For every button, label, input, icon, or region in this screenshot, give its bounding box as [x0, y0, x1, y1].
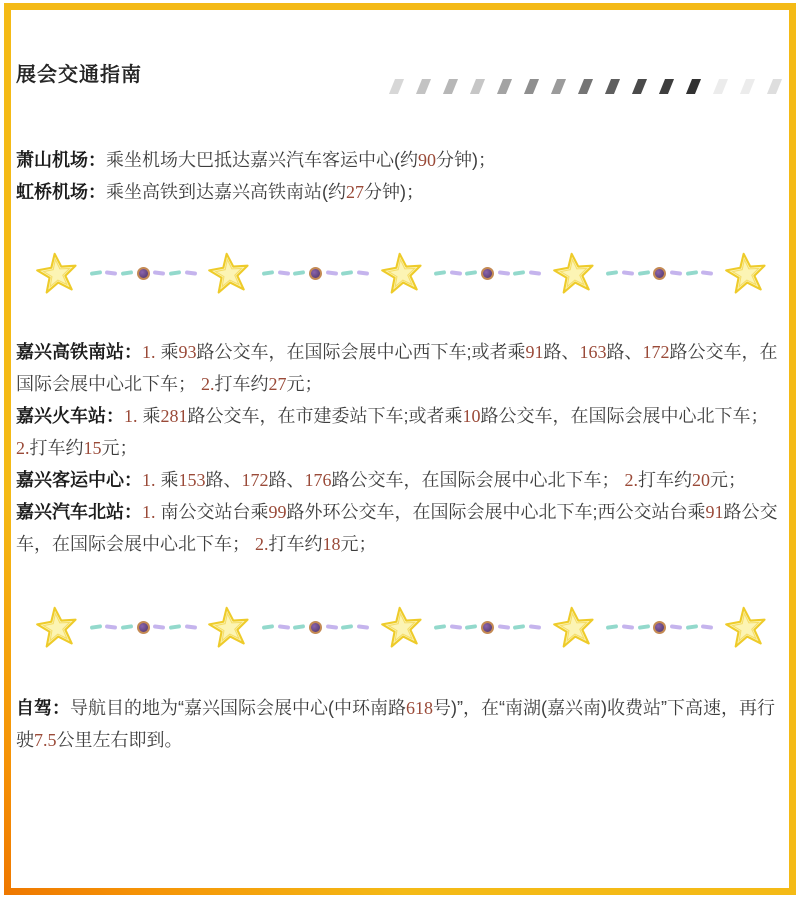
dash-mark — [262, 270, 274, 276]
station-paragraph — [16, 496, 783, 560]
dashed-line-segment — [250, 267, 380, 280]
strip-slab — [551, 79, 566, 94]
star-icon — [381, 606, 423, 648]
strip-slab — [578, 79, 593, 94]
dash-mark — [105, 624, 117, 629]
station-route-text: 1. 乘93路公交车，在国际会展中心西下车;或者乘91路、163路、172路公交车，在国际会展中心北下车； 2.打车约27元； — [16, 342, 778, 394]
route-number: 91 — [705, 502, 724, 522]
star-icon — [208, 606, 250, 648]
guide-content — [16, 144, 783, 756]
title-row — [16, 62, 783, 88]
airport-route-text: 乘坐机场大巴抵达嘉兴汽车客运中心(约90分钟)； — [106, 150, 496, 170]
dash-mark — [450, 624, 462, 629]
airport-name-label: 萧山机场： — [16, 150, 106, 170]
route-number: 27 — [346, 182, 364, 202]
parallelogram-strip-decoration — [392, 79, 779, 94]
route-number: 1. — [142, 342, 156, 362]
station-paragraph — [16, 464, 783, 496]
station-route-text: 1. 南公交站台乘99路外环公交车，在国际会展中心北下车;西公交站台乘91路公交车，在国际会展中心北下车； 2.打车约18元； — [16, 502, 778, 554]
dash-mark — [169, 270, 181, 276]
dash-mark — [670, 270, 682, 275]
star-icon — [36, 606, 78, 648]
strip-slab — [605, 79, 620, 94]
dash-mark — [685, 270, 697, 276]
dash-mark — [105, 270, 117, 275]
dash-mark — [701, 270, 713, 275]
dash-mark — [670, 624, 682, 629]
dash-mark — [357, 624, 369, 629]
route-number: 176 — [304, 470, 332, 490]
dash-mark — [434, 624, 446, 630]
star-icon — [725, 252, 767, 294]
route-number: 281 — [160, 406, 188, 426]
bead-dot — [137, 621, 150, 634]
dash-mark — [606, 270, 618, 276]
dashed-line-segment — [423, 267, 553, 280]
star-icon — [553, 252, 595, 294]
route-number: 27 — [268, 374, 287, 394]
dash-mark — [513, 624, 525, 630]
strip-slab — [659, 79, 674, 94]
traffic-guide-page — [11, 10, 789, 888]
airport-route-text: 乘坐高铁到达嘉兴高铁南站(约27分钟)； — [106, 182, 424, 202]
gradient-border-frame — [4, 3, 796, 895]
station-name-label: 嘉兴客运中心： — [16, 470, 142, 490]
star-icon — [381, 252, 423, 294]
driving-route-text: 导航目的地为“嘉兴国际会展中心(中环南路618号)”，在“南湖(嘉兴南)收费站”下高速，再行驶7.5公里左右即到。 — [16, 698, 775, 750]
bead-dot — [309, 621, 322, 634]
dash-mark — [465, 624, 477, 630]
dash-mark — [325, 270, 337, 275]
strip-slab — [443, 79, 458, 94]
dash-mark — [277, 270, 289, 275]
bead-dot — [481, 267, 494, 280]
strip-slab — [740, 79, 755, 94]
dash-mark — [153, 270, 165, 275]
station-name-label: 嘉兴火车站： — [16, 406, 124, 426]
station-name-label: 嘉兴汽车北站： — [16, 502, 142, 522]
dash-mark — [622, 270, 634, 275]
route-number: 2. — [16, 438, 30, 458]
route-number: 163 — [579, 342, 607, 362]
star-divider-decoration — [36, 604, 767, 650]
airport-line — [16, 176, 783, 208]
strip-slab — [416, 79, 431, 94]
bead-dot — [653, 621, 666, 634]
driving-label: 自驾： — [16, 698, 70, 718]
route-number: 618 — [406, 698, 433, 718]
bead-dot — [309, 267, 322, 280]
dash-mark — [513, 270, 525, 276]
route-number: 99 — [268, 502, 287, 522]
dash-mark — [434, 270, 446, 276]
route-number: 18 — [322, 534, 341, 554]
station-route-text: 1. 乘281路公交车，在市建委站下车;或者乘10路公交车，在国际会展中心北下车； 2.打车约15元； — [16, 406, 769, 458]
dash-mark — [169, 624, 181, 630]
dash-mark — [529, 270, 541, 275]
star-icon — [36, 252, 78, 294]
strip-slab — [497, 79, 512, 94]
station-paragraph — [16, 400, 783, 464]
dash-mark — [262, 624, 274, 630]
dash-mark — [637, 270, 649, 276]
dash-mark — [357, 270, 369, 275]
dash-mark — [184, 270, 196, 275]
dash-mark — [498, 270, 510, 275]
strip-slab — [713, 79, 728, 94]
route-number: 10 — [462, 406, 481, 426]
route-number: 20 — [692, 470, 711, 490]
bead-dot — [481, 621, 494, 634]
dash-mark — [529, 624, 541, 629]
star-icon — [553, 606, 595, 648]
strip-slab — [470, 79, 485, 94]
dash-mark — [121, 270, 133, 276]
strip-slab — [767, 79, 782, 94]
dashed-line-segment — [595, 267, 725, 280]
star-icon — [208, 252, 250, 294]
dashed-line-segment — [250, 621, 380, 634]
route-number: 1. — [142, 470, 156, 490]
strip-slab — [686, 79, 701, 94]
route-number: 1. — [142, 502, 156, 522]
station-paragraph — [16, 336, 783, 400]
dash-mark — [450, 270, 462, 275]
station-directions — [16, 336, 783, 560]
dash-mark — [637, 624, 649, 630]
dash-mark — [293, 624, 305, 630]
dash-mark — [89, 624, 101, 630]
route-number: 90 — [418, 150, 436, 170]
dash-mark — [277, 624, 289, 629]
route-number: 1. — [124, 406, 138, 426]
route-number: 93 — [178, 342, 197, 362]
route-number: 172 — [241, 470, 269, 490]
bead-dot — [653, 267, 666, 280]
route-number: 7.5 — [34, 730, 57, 750]
airport-directions — [16, 144, 783, 208]
dash-mark — [701, 624, 713, 629]
dashed-line-segment — [423, 621, 553, 634]
dash-mark — [622, 624, 634, 629]
dashed-line-segment — [78, 621, 208, 634]
star-icon — [725, 606, 767, 648]
dash-mark — [685, 624, 697, 630]
station-name-label: 嘉兴高铁南站： — [16, 342, 142, 362]
route-number: 15 — [83, 438, 102, 458]
strip-slab — [632, 79, 647, 94]
route-number: 91 — [525, 342, 544, 362]
dash-mark — [184, 624, 196, 629]
dash-mark — [606, 624, 618, 630]
route-number: 153 — [178, 470, 206, 490]
dash-mark — [465, 270, 477, 276]
airport-name-label: 虹桥机场： — [16, 182, 106, 202]
dash-mark — [325, 624, 337, 629]
route-number: 2. — [255, 534, 269, 554]
dash-mark — [153, 624, 165, 629]
dash-mark — [293, 270, 305, 276]
bead-dot — [137, 267, 150, 280]
route-number: 172 — [642, 342, 670, 362]
star-divider-decoration — [36, 250, 767, 296]
route-number: 2. — [201, 374, 215, 394]
page-title: 展会交通指南 — [16, 64, 142, 86]
dash-mark — [89, 270, 101, 276]
dashed-line-segment — [78, 267, 208, 280]
dash-mark — [121, 624, 133, 630]
dash-mark — [341, 270, 353, 276]
airport-line — [16, 144, 783, 176]
strip-slab — [389, 79, 404, 94]
station-route-text: 1. 乘153路、172路、176路公交车，在国际会展中心北下车； 2.打车约20元； — [142, 470, 747, 490]
dashed-line-segment — [595, 621, 725, 634]
route-number: 2. — [624, 470, 639, 490]
driving-directions — [16, 692, 783, 756]
dash-mark — [498, 624, 510, 629]
strip-slab — [524, 79, 539, 94]
dash-mark — [341, 624, 353, 630]
